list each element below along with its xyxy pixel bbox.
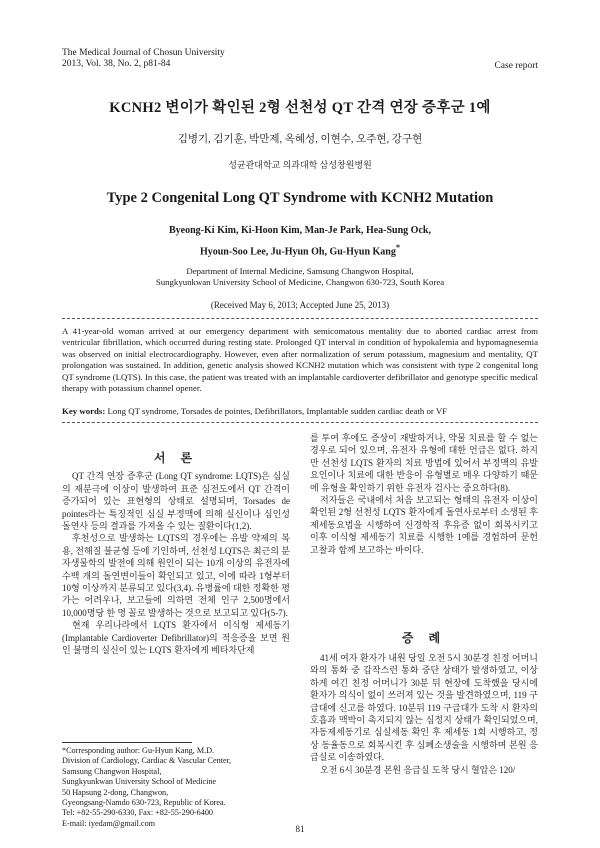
footnote-line: Tel: +82-55-290-6330, Fax: +82-55-290-6400 — [62, 808, 214, 818]
left-column — [62, 452, 290, 657]
intro-paragraph-2: 후천성으로 발생하는 LQTS의 경우에는 유발 약제의 복용, 전해질 불균형 등에 기인하며, 선천성 LQTS은 최근의 분자생물학의 발전에 의해 원인이 되는 10개 이상의 유전자에 수백 개의 돌연변이들이 확인되고 있고, 이에 따라 1형부터 10형 이상까지 분류되고 있다(3,4). 유병률에 대한 정확한 평가는 어려우나, 보고들에 의하면 전체 인구 2,500명에서 10,000명당 한 명 꼴로 발생하는 것으로 보고되고 있다(5-7). — [62, 533, 290, 618]
received-dates: (Received May 6, 2013; Accepted June 25, 2013) — [210, 300, 390, 310]
intro-paragraph-5: 저자들은 국내에서 처음 보고되는 형태의 유전자 이상이 확인된 2형 선천성 LQTS 환자에게 돌연사로부터 소생된 후 제세동요법을 시행하여 신경학적 후유증 없이 회복시키고 이후 이식형 제세동기 치료를 시행한 1예를 경험하여 문헌 고찰과 함께 보고하는 바이다. — [310, 495, 538, 555]
english-title: Type 2 Congenital Long QT Syndrome with KCNH2 Mutation — [106, 190, 494, 206]
korean-affiliation: 성균관대학교 의과대학 삼성창원병원 — [228, 160, 372, 170]
affiliation-line-1: Department of Internal Medicine, Samsung Changwon Hospital, — [186, 266, 414, 276]
keywords — [62, 406, 538, 417]
journal-name: The Medical Journal of Chosun University — [62, 48, 225, 58]
footnote-line: *Corresponding author: Gu-Hyun Kang, M.D. — [62, 746, 215, 755]
journal-info — [62, 48, 225, 70]
corresponding-footnote — [62, 746, 231, 829]
intro-paragraph-4: 를 투여 후에도 증상이 재발하거나, 약물 치료를 할 수 없는 경우로 되어 있으며, 유전자 유형에 대한 언급은 없다. 하지만 선천성 LQTS 환자의 치료 방법에 있어서 부정맥의 유발요인이나 치료에 대한 반응이 유형별로 매우 다양하기 때문에 유형을 확인하기 위한 유전자 검사는 중요하다(8). — [310, 433, 538, 493]
report-type: Case report — [494, 61, 538, 71]
divider-top — [62, 318, 538, 319]
footnote-line: Gyeongsang-Namdo 630-723, Republic of Korea. — [62, 798, 226, 808]
footnote-line: Division of Cardiology, Cardiac & Vascular Center, — [62, 756, 232, 766]
intro-paragraph-3: 현재 우리나라에서 LQTS 환자에서 이식형 제세동기 (Implantable Cardioverter Defibrillator)의 적응증을 보면 원인 불명의 실신이 있는 LQTS 환자에게 베타차단제 — [62, 620, 290, 656]
english-authors — [0, 222, 600, 260]
right-column — [310, 432, 538, 556]
footnote-line: 50 Hapsung 2-dong, Changwon, — [62, 787, 169, 797]
authors-line-2: Hyoun-Soo Lee, Ju-Hyun Oh, Gu-Hyun Kang* — [199, 243, 401, 258]
authors-line-1: Byeong-Ki Kim, Ki-Hoon Kim, Man-Je Park, Hea-Sung Ock, — [169, 225, 431, 236]
case-paragraph-1: 41세 여자 환자가 내원 당일 오전 5시 30분경 친정 어머니와의 통화 중 갑작스런 통화 중단 상태가 발생하였고, 이상하게 여긴 친정 어머니가 30분 뒤 현장에 도착했을 당시에 환자가 의식이 없이 쓰러져 있는 것을 발견하였으며, 119 구급대에 신고를 하였다. 10분뒤 119 구급대가 도착 시 환자의 호흡과 맥박이 촉지되지 않는 심정지 상태가 확인되었으며, 자동제세동기로 심실세동 확인 후 제세동 1회 시행하고, 정상 동율동으로 회복시킨 후 심폐소생술을 시행하며 본원 응급실로 이송하였다. — [310, 653, 538, 763]
intro-paragraph-1: QT 간격 연장 증후군 (Long QT syndrome: LQTS)은 심실의 재분극에 이상이 발생하여 표준 심전도에서 QT 간격이 증가되어 있는 표현형의 상태로 설명되며, Torsades de pointes라는 특징적인 심실 부정맥에 의해 실신이나 심인성 돌연사 등의 결과를 가져올 수 있는 질환이다(1,2). — [62, 471, 290, 532]
keywords-list: Long QT syndrome, Torsades de pointes, Defibrillators, Implantable sudden cardiac death or VF — [105, 406, 448, 416]
korean-title: KCNH2 변이가 확인된 2형 선천성 QT 간격 연장 증후군 1예 — [109, 100, 491, 116]
footnote-rule — [62, 742, 192, 743]
case-section — [310, 652, 538, 776]
case-heading: 증 례 — [401, 631, 447, 645]
footnote-email[interactable]: E-mail: iyedam@gmail.com — [62, 818, 156, 828]
corresponding-mark: * — [395, 243, 401, 252]
footnote-line: Sungkyunkwan University School of Medicine — [62, 777, 217, 787]
footnote-line: Samsung Changwon Hospital, — [62, 766, 162, 776]
abstract: A 41-year-old woman arrived at our emergency department with semicomatous mentality due to aborted cardiac arrest from ventricular fibrillation, which occurred during resting state. Prolonged QT interval in condition of hypokalemia and hypomagnesemia was observed on initial electrocardiography. However, even after normalization of serum potassium, magnesium and mentality, QT prolongation was sustained. In addition, genetic analysis showed KCNH2 mutation which was consistent with type 2 congenital long QT syndrome (LQTS). In this case, the patient was treated with an implantable cardioverter defibrillator and genotype specific medical therapy with potassium channel opener. — [62, 326, 538, 394]
english-affiliation — [0, 266, 600, 288]
korean-authors: 김병기, 김기훈, 박만제, 옥혜성, 이현수, 오주현, 강구현 — [177, 134, 423, 145]
keywords-label: Key words: — [62, 406, 106, 416]
journal-volume: 2013, Vol. 38, No. 2, p81-84 — [62, 59, 171, 69]
affiliation-line-2: Sungkyunkwan University School of Medicine, Changwon 630-723, South Korea — [155, 277, 445, 287]
case-paragraph-2: 오전 6시 30분경 본원 응급실 도착 당시 혈압은 120/ — [320, 764, 516, 775]
divider-bottom — [62, 422, 538, 423]
page-number: 81 — [295, 824, 305, 834]
intro-heading: 서 론 — [153, 451, 199, 465]
